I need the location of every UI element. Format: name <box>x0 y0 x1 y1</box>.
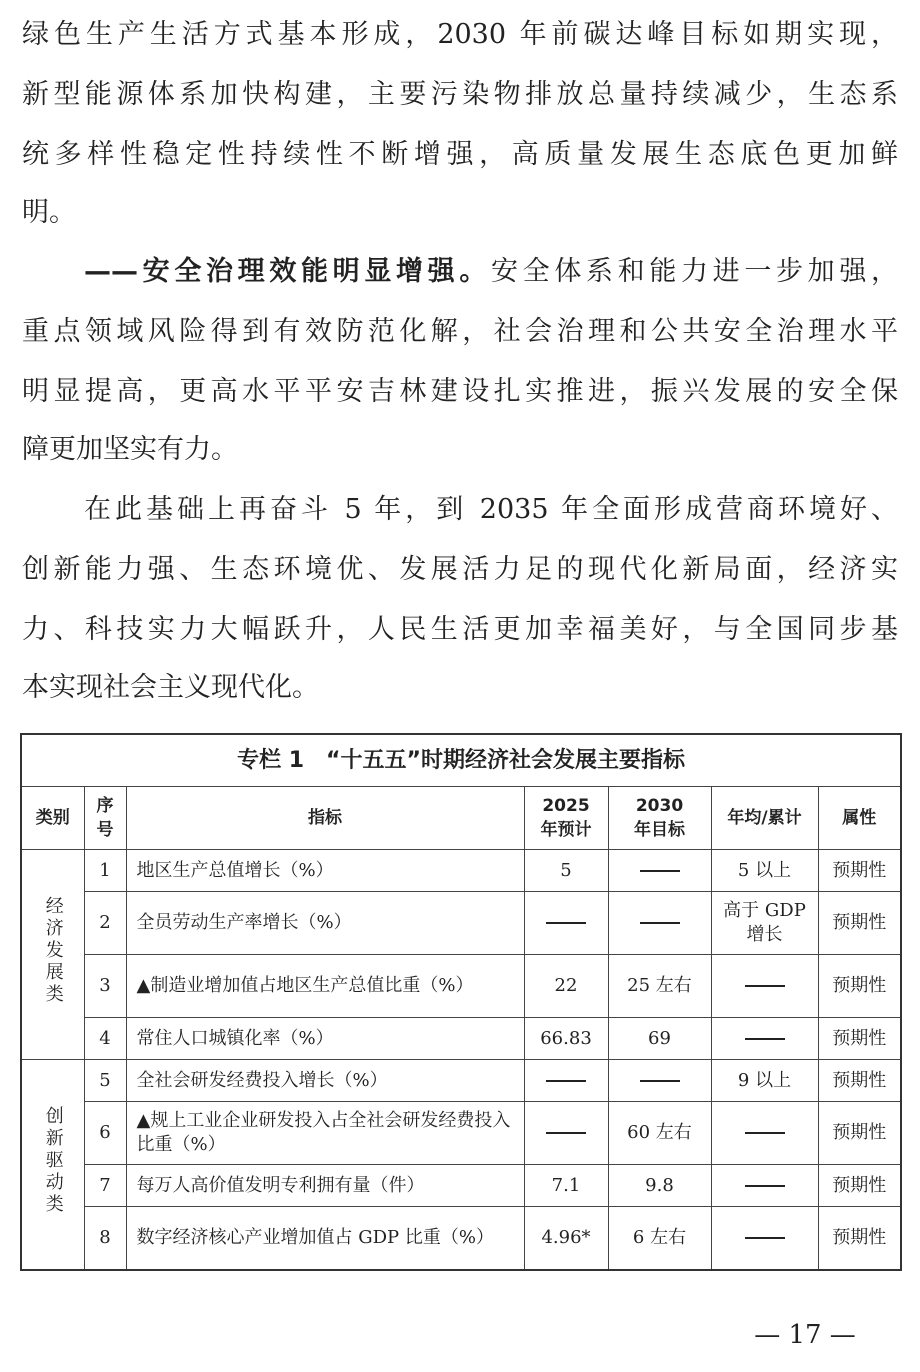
value-2025: 22 <box>524 955 608 1018</box>
dash-mark <box>546 922 586 924</box>
body-text-line: 明显提高，更高水平平安吉林建设扎实推进，振兴发展的安全保 <box>22 376 898 407</box>
header-2030: 2030 年目标 <box>608 787 711 850</box>
value-avg <box>711 1102 818 1165</box>
page-number: — 17 — <box>754 1320 856 1350</box>
value-avg <box>711 955 818 1018</box>
indicator-name: 全员劳动生产率增长（%） <box>126 892 524 955</box>
indicator-name: 全社会研发经费投入增长（%） <box>126 1060 524 1102</box>
value-avg <box>711 1207 818 1270</box>
value-2030: 69 <box>608 1018 711 1060</box>
header-2025: 2025 年预计 <box>524 787 608 850</box>
value-2030: 9.8 <box>608 1165 711 1207</box>
value-2030 <box>608 892 711 955</box>
header-avg: 年均/累计 <box>711 787 818 850</box>
value-avg <box>711 1165 818 1207</box>
indicator-name: ▲制造业增加值占地区生产总值比重（%） <box>126 955 524 1018</box>
table-title: 专栏 1 “十五五”时期经济社会发展主要指标 <box>21 734 901 787</box>
attribute: 预期性 <box>818 1165 901 1207</box>
value-2025: 7.1 <box>524 1165 608 1207</box>
header-attr: 属性 <box>818 787 901 850</box>
body-text-line: 创新能力强、生态环境优、发展活力足的现代化新局面，经济实 <box>22 554 898 585</box>
table-row <box>21 850 901 892</box>
body-text-line: 障更加坚实有力。 <box>22 434 238 465</box>
indicator-name: 每万人高价值发明专利拥有量（件） <box>126 1165 524 1207</box>
header-indicator: 指标 <box>126 787 524 850</box>
attribute: 预期性 <box>818 1102 901 1165</box>
table-row <box>21 1018 901 1060</box>
row-number: 1 <box>84 850 126 892</box>
row-number: 5 <box>84 1060 126 1102</box>
attribute: 预期性 <box>818 1207 901 1270</box>
indicator-name: 数字经济核心产业增加值占 GDP 比重（%） <box>126 1207 524 1270</box>
dash-mark <box>640 870 680 872</box>
body-text-line: 明。 <box>22 197 76 228</box>
table-header-row <box>21 787 901 850</box>
category-cell: 创新驱动类 <box>21 1060 84 1270</box>
body-text-line: 力、科技实力大幅跃升，人民生活更加幸福美好，与全国同步基 <box>22 614 898 645</box>
value-avg: 9 以上 <box>711 1060 818 1102</box>
value-2025 <box>524 892 608 955</box>
dash-mark <box>745 985 785 987</box>
dash-mark <box>546 1080 586 1082</box>
body-text-line: 统多样性稳定性持续性不断增强，高质量发展生态底色更加鲜 <box>22 139 898 170</box>
value-2030: 6 左右 <box>608 1207 711 1270</box>
value-2030 <box>608 1060 711 1102</box>
header-no: 序号 <box>84 787 126 850</box>
table-row <box>21 1165 901 1207</box>
table-row <box>21 892 901 955</box>
dash-mark <box>745 1038 785 1040</box>
attribute: 预期性 <box>818 1018 901 1060</box>
body-text-line: 重点领域风险得到有效防范化解，社会治理和公共安全治理水平 <box>22 316 898 347</box>
body-text-line <box>84 252 898 292</box>
row-number: 2 <box>84 892 126 955</box>
dash-mark <box>640 922 680 924</box>
value-2025 <box>524 1060 608 1102</box>
body-text: 安全体系和能力进一步加强， <box>491 256 898 287</box>
table-row <box>21 1060 901 1102</box>
value-2030: 60 左右 <box>608 1102 711 1165</box>
indicator-name: 地区生产总值增长（%） <box>126 850 524 892</box>
dash-mark <box>745 1132 785 1134</box>
value-2025: 4.96* <box>524 1207 608 1270</box>
row-number: 3 <box>84 955 126 1018</box>
attribute: 预期性 <box>818 955 901 1018</box>
value-2030 <box>608 850 711 892</box>
attribute: 预期性 <box>818 850 901 892</box>
table-row <box>21 955 901 1018</box>
value-2030: 25 左右 <box>608 955 711 1018</box>
value-avg <box>711 1018 818 1060</box>
body-text-line: 绿色生产生活方式基本形成，2030 年前碳达峰目标如期实现， <box>22 19 898 50</box>
indicator-table <box>20 733 902 1271</box>
dash-mark <box>745 1237 785 1239</box>
dash-mark <box>640 1080 680 1082</box>
value-2025 <box>524 1102 608 1165</box>
row-number: 4 <box>84 1018 126 1060</box>
table-row <box>21 1102 901 1165</box>
section-heading: ——安全治理效能明显增强。 <box>84 256 491 287</box>
header-category: 类别 <box>21 787 84 850</box>
value-2025: 5 <box>524 850 608 892</box>
row-number: 7 <box>84 1165 126 1207</box>
value-2025: 66.83 <box>524 1018 608 1060</box>
value-avg: 高于 GDP 增长 <box>711 892 818 955</box>
body-text-line: 本实现社会主义现代化。 <box>22 672 319 703</box>
body-text-line: 在此基础上再奋斗 5 年，到 2035 年全面形成营商环境好、 <box>84 494 898 525</box>
indicator-name: ▲规上工业企业研发投入占全社会研发经费投入比重（%） <box>126 1102 524 1165</box>
row-number: 6 <box>84 1102 126 1165</box>
row-number: 8 <box>84 1207 126 1270</box>
attribute: 预期性 <box>818 892 901 955</box>
dash-mark <box>745 1185 785 1187</box>
body-text-line: 新型能源体系加快构建，主要污染物排放总量持续减少，生态系 <box>22 79 898 110</box>
indicator-name: 常住人口城镇化率（%） <box>126 1018 524 1060</box>
attribute: 预期性 <box>818 1060 901 1102</box>
value-avg: 5 以上 <box>711 850 818 892</box>
category-cell: 经济发展类 <box>21 850 84 1060</box>
table-row <box>21 1207 901 1270</box>
dash-mark <box>546 1132 586 1134</box>
